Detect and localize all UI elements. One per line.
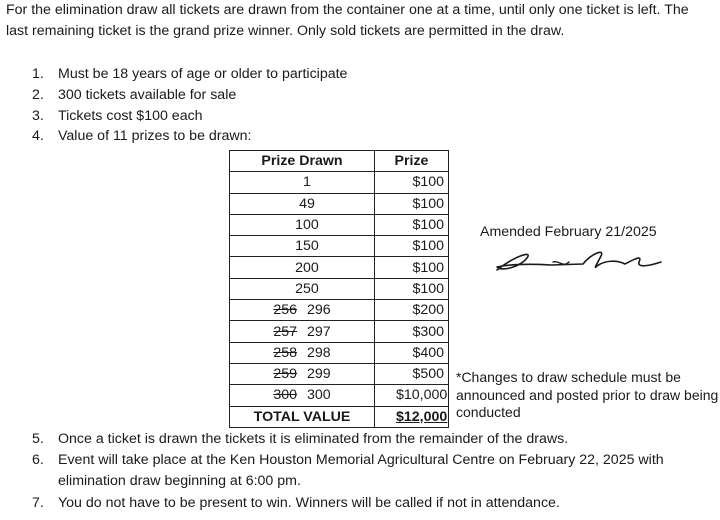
rule-item-1 (32, 64, 347, 85)
table-row (230, 193, 449, 214)
prize-value: $100 (412, 174, 444, 191)
rule-number: 1. (32, 66, 44, 82)
rule-item-4 (32, 126, 251, 147)
prize-value: $10,000 (396, 387, 448, 404)
rule-text: Must be 18 years of age or older to participate (58, 66, 348, 82)
table-header-row (230, 151, 449, 172)
struck-number: 259 (273, 366, 297, 383)
drawn-number: 250 (295, 280, 319, 297)
rule-text: Value of 11 prizes to be drawn: (58, 128, 252, 144)
rule-item-6 (32, 450, 712, 491)
table-row (230, 236, 449, 257)
prize-value: $300 (412, 323, 444, 340)
table-row (230, 385, 449, 406)
struck-number: 257 (273, 323, 297, 340)
rule-number: 2. (32, 87, 44, 103)
drawn-number: 1 (303, 174, 311, 191)
rule-text: Tickets cost $100 each (58, 108, 203, 124)
prize-value: $400 (412, 344, 444, 361)
table-row (230, 257, 449, 278)
table-row (230, 363, 449, 384)
header-prize: Prize (375, 151, 449, 172)
rule-item-5 (32, 429, 568, 450)
rule-text: 300 tickets available for sale (58, 87, 237, 103)
prize-value: $100 (412, 195, 444, 212)
drawn-number: 200 (295, 259, 319, 276)
table-row (230, 342, 449, 363)
total-row (230, 406, 449, 427)
drawn-number: 296 (307, 302, 331, 319)
table-row (230, 300, 449, 321)
prize-value: $500 (412, 366, 444, 383)
rule-number: 6. (32, 452, 44, 468)
amended-note: Amended February 21/2025 (480, 224, 657, 240)
prize-value: $100 (412, 259, 444, 276)
total-value: $12,000 (396, 408, 448, 425)
drawn-number: 100 (295, 217, 319, 234)
drawn-number: 297 (307, 323, 331, 340)
rule-text: Event will take place at the Ken Houston Memorial Agricultural Centre on February 22, 2025 with elimination draw beginning at 6:00 pm. (58, 452, 664, 489)
drawn-number: 150 (295, 238, 319, 255)
prize-value: $100 (412, 280, 444, 297)
signature-icon (493, 246, 665, 276)
header-prize-drawn: Prize Drawn (230, 151, 375, 172)
struck-number: 256 (273, 302, 297, 319)
rule-number: 4. (32, 128, 44, 144)
rule-number: 3. (32, 108, 44, 124)
rule-text: Once a ticket is drawn the tickets it is eliminated from the remainder of the draws. (58, 431, 569, 447)
rule-item-7 (32, 493, 560, 514)
rule-text: You do not have to be present to win. Winners will be called if not in attendance. (58, 495, 560, 511)
drawn-number: 299 (307, 366, 331, 383)
table-row (230, 172, 449, 193)
drawn-number: 49 (299, 195, 315, 212)
prize-table (229, 150, 449, 428)
prize-value: $200 (412, 302, 444, 319)
struck-number: 258 (273, 344, 297, 361)
rule-item-3 (32, 106, 203, 127)
table-row (230, 214, 449, 235)
drawn-number: 300 (307, 387, 331, 404)
changes-note: *Changes to draw schedule must be announced and posted prior to draw being conducted (456, 369, 719, 420)
prize-value: $100 (412, 238, 444, 255)
rule-item-2 (32, 85, 236, 106)
table-row (230, 321, 449, 342)
rule-number: 7. (32, 495, 44, 511)
table-row (230, 278, 449, 299)
intro-paragraph: For the elimination draw all tickets are drawn from the container one at a time, until only one ticket is left. The last remaining ticket is the grand prize winner. Only sold tickets are permitted in the draw. (6, 2, 689, 39)
drawn-number: 298 (307, 344, 331, 361)
rule-number: 5. (32, 431, 44, 447)
struck-number: 300 (273, 387, 297, 404)
total-label: TOTAL VALUE (230, 406, 375, 427)
prize-value: $100 (412, 217, 444, 234)
